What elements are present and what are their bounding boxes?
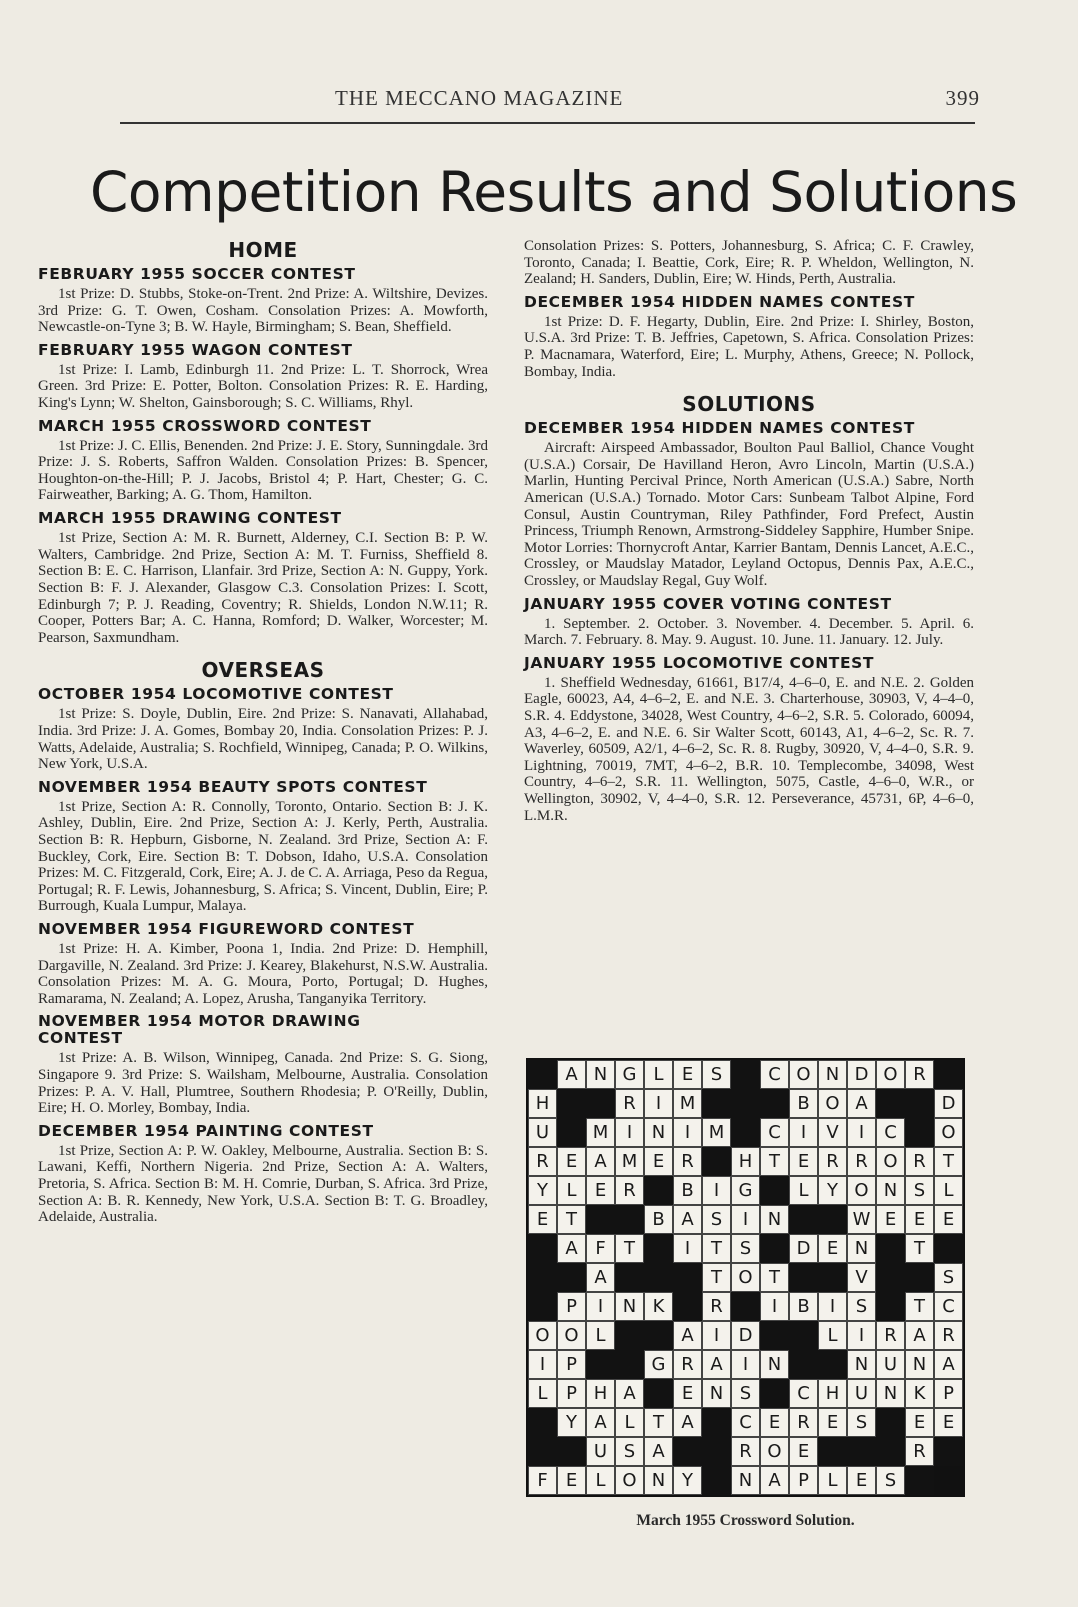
crossword-letter: N — [731, 1466, 760, 1495]
crossword-letter: N — [876, 1176, 905, 1205]
header-rule — [120, 122, 975, 124]
crossword-letter: L — [586, 1466, 615, 1495]
crossword-letter: S — [847, 1292, 876, 1321]
crossword-block — [557, 1089, 586, 1118]
crossword-letter: O — [847, 1176, 876, 1205]
crossword-letter: E — [760, 1408, 789, 1437]
crossword-letter: S — [702, 1205, 731, 1234]
crossword-letter: T — [760, 1147, 789, 1176]
crossword-block — [644, 1176, 673, 1205]
crossword-block — [760, 1321, 789, 1350]
crossword-block — [528, 1292, 557, 1321]
crossword-letter: N — [876, 1379, 905, 1408]
crossword-letter: R — [673, 1147, 702, 1176]
crossword-letter: A — [760, 1466, 789, 1495]
crossword-letter: E — [905, 1408, 934, 1437]
crossword-block — [876, 1292, 905, 1321]
contest-results-continued: Consolation Prizes: S. Potters, Johannesburg, S. Africa; C. F. Crawley, Toronto, Canada; I. Beattie, Cork, Eire; R. P. Wheldon, Wellington, N. Zealand; H. Sanders, Dublin, Eire; W. Hinds, Perth, Australia. — [524, 238, 974, 288]
crossword-letter: S — [702, 1060, 731, 1089]
crossword-letter: A — [934, 1350, 963, 1379]
crossword-letter: E — [789, 1437, 818, 1466]
crossword-letter: U — [586, 1437, 615, 1466]
crossword-block — [789, 1205, 818, 1234]
contest-title: OCTOBER 1954 LOCOMOTIVE CONTEST — [38, 685, 394, 704]
crossword-letter: K — [905, 1379, 934, 1408]
contest-results: 1st Prize: A. B. Wilson, Winnipeg, Canada. 2nd Prize: S. G. Siong, Singapore 9. 3rd Prize: S. Wailsham, Melbourne, Australia. Consolation Prizes: P. A. V. Hall, Plumtree, Southern Rhodesia; P. O'Reilly, Dublin, Eire; H. O. Morley, Bombay, India. — [38, 1050, 488, 1117]
crossword-block — [557, 1437, 586, 1466]
crossword-letter: E — [934, 1205, 963, 1234]
contest-title: DECEMBER 1954 PAINTING CONTEST — [38, 1121, 374, 1140]
crossword-letter: O — [528, 1321, 557, 1350]
crossword-letter: C — [876, 1118, 905, 1147]
crossword-letter: S — [731, 1234, 760, 1263]
right-column — [524, 238, 974, 830]
crossword-letter: E — [818, 1234, 847, 1263]
crossword-letter: R — [847, 1147, 876, 1176]
crossword-letter: T — [644, 1408, 673, 1437]
crossword-block — [702, 1147, 731, 1176]
crossword-letter: R — [615, 1089, 644, 1118]
crossword-letter: A — [673, 1321, 702, 1350]
crossword-letter: G — [615, 1060, 644, 1089]
crossword-letter: L — [615, 1408, 644, 1437]
crossword-letter: L — [818, 1466, 847, 1495]
crossword-letter: I — [789, 1118, 818, 1147]
crossword-letter: N — [586, 1060, 615, 1089]
crossword-letter: O — [731, 1263, 760, 1292]
contest-results: 1st Prize, Section A: R. Connolly, Toronto, Ontario. Section B: J. K. Ashley, Dublin, Eire. 2nd Prize, Section A: J. Kerly, Perth, Australia. Section B: R. Hepburn, Gisborne, N. Zealand. 3rd Prize, Section A: F. Buckley, Cork, Eire. Section B: T. Dobson, Idaho, U.S.A. Consolation Prizes: M. C. Fitzgerald, Cork, Eire; A. J. de C. A. Arriaga, Peso da Regua, Portugal; R. F. Lewis, Johannesburg, S. Africa; S. Vincent, Dublin, Eire; P. Burrough, Kuala Lumpur, Malaya. — [38, 798, 488, 915]
crossword-block — [702, 1466, 731, 1495]
crossword-letter: P — [557, 1292, 586, 1321]
crossword-letter: P — [789, 1466, 818, 1495]
crossword-letter: S — [847, 1408, 876, 1437]
crossword-block — [905, 1263, 934, 1292]
crossword-letter: E — [586, 1176, 615, 1205]
crossword-block — [644, 1234, 673, 1263]
crossword-block — [528, 1437, 557, 1466]
crossword-letter: A — [905, 1321, 934, 1350]
crossword-letter: I — [702, 1321, 731, 1350]
crossword-block — [644, 1263, 673, 1292]
crossword-letter: D — [934, 1089, 963, 1118]
crossword-letter: A — [673, 1205, 702, 1234]
contest-results: 1st Prize: J. C. Ellis, Benenden. 2nd Prize: J. E. Story, Sunningdale. 3rd Prize: J. S. Roberts, Saffron Walden. Consolation Prizes: B. Spencer, Houghton-on-the-Hill; P. J. Jacobs, Bristol 4; P. Hart, Chester; G. C. Fairweather, Barking; A. G. Thom, Hamilton. — [38, 437, 488, 504]
crossword-letter: E — [818, 1408, 847, 1437]
crossword-letter: I — [847, 1321, 876, 1350]
crossword-letter: I — [818, 1292, 847, 1321]
crossword-letter: F — [528, 1466, 557, 1495]
crossword-block — [876, 1089, 905, 1118]
contest-results: 1st Prize: D. Stubbs, Stoke-on-Trent. 2nd Prize: A. Wiltshire, Devizes. 3rd Prize: G. T. Owen, Cosham. Consolation Prizes: A. Mowforth, Newcastle-on-Tyne 3; B. W. Hayle, Birmingham; S. Bean, Sheffield. — [38, 286, 488, 336]
contest-results: 1st Prize, Section A: P. W. Oakley, Melbourne, Australia. Section B: S. Lawani, Keffi, Northern Nigeria. 2nd Prize, Section A: A. Walters, Pretoria, S. Africa. Section B: M. H. Comrie, Durban, S. Africa. 3rd Prize, Section A: B. R. Kennedy, New York, U.S.A. Section B: T. G. Broadley, Adelaide, Australia. — [38, 1142, 488, 1226]
crossword-block — [528, 1408, 557, 1437]
crossword-letter: E — [673, 1379, 702, 1408]
crossword-block — [586, 1350, 615, 1379]
crossword-letter: R — [905, 1437, 934, 1466]
crossword-letter: A — [673, 1408, 702, 1437]
crossword-block — [528, 1060, 557, 1089]
crossword-block — [673, 1437, 702, 1466]
crossword-block — [905, 1089, 934, 1118]
crossword-letter: P — [557, 1350, 586, 1379]
crossword-letter: R — [905, 1147, 934, 1176]
crossword-letter: A — [644, 1437, 673, 1466]
crossword-letter: R — [876, 1321, 905, 1350]
crossword-letter: L — [818, 1321, 847, 1350]
crossword-letter: A — [615, 1379, 644, 1408]
crossword-letter: O — [876, 1147, 905, 1176]
crossword-block — [702, 1408, 731, 1437]
crossword-letter: I — [760, 1292, 789, 1321]
solution-text: 1. September. 2. October. 3. November. 4. December. 5. April. 6. March. 7. February. 8. May. 9. August. 10. June. 11. January. 12. July. — [524, 615, 974, 649]
crossword-letter: C — [731, 1408, 760, 1437]
crossword-letter: I — [702, 1176, 731, 1205]
crossword-block — [847, 1437, 876, 1466]
contest-title: MARCH 1955 DRAWING CONTEST — [38, 509, 342, 528]
crossword-block — [673, 1292, 702, 1321]
crossword-letter: R — [702, 1292, 731, 1321]
crossword-letter: T — [702, 1263, 731, 1292]
crossword-block — [905, 1466, 934, 1495]
crossword-letter: O — [818, 1089, 847, 1118]
crossword-letter: B — [789, 1089, 818, 1118]
crossword-letter: O — [760, 1437, 789, 1466]
crossword-block — [876, 1437, 905, 1466]
crossword-block — [586, 1205, 615, 1234]
solution-title: JANUARY 1955 COVER VOTING CONTEST — [524, 594, 892, 613]
crossword-letter: H — [586, 1379, 615, 1408]
crossword-caption: March 1955 Crossword Solution. — [636, 1512, 855, 1529]
crossword-letter: G — [644, 1350, 673, 1379]
crossword-letter: K — [644, 1292, 673, 1321]
crossword-block — [760, 1379, 789, 1408]
crossword-letter: E — [528, 1205, 557, 1234]
crossword-letter: S — [876, 1466, 905, 1495]
crossword-letter: A — [586, 1408, 615, 1437]
crossword-letter: P — [934, 1379, 963, 1408]
crossword-letter: E — [934, 1408, 963, 1437]
contest-results: 1st Prize: I. Lamb, Edinburgh 11. 2nd Prize: L. T. Shorrock, Wrea Green. 3rd Prize: E. Potter, Bolton. Consolation Prizes: R. E. Harding, King's Lynn; W. Shelton, Gainsborough; S. C. Williams, Rhyl. — [38, 361, 488, 412]
crossword-letter: R — [731, 1437, 760, 1466]
crossword-block — [586, 1089, 615, 1118]
crossword-letter: E — [557, 1147, 586, 1176]
page-title: Competition Results and Solutions — [90, 160, 1018, 224]
crossword-letter: C — [934, 1292, 963, 1321]
crossword-letter: D — [789, 1234, 818, 1263]
crossword-letter: A — [847, 1089, 876, 1118]
crossword-letter: S — [905, 1176, 934, 1205]
contest-title: NOVEMBER 1954 BEAUTY SPOTS CONTEST — [38, 777, 428, 796]
crossword-letter: U — [528, 1118, 557, 1147]
crossword-letter: N — [644, 1466, 673, 1495]
contest-results: 1st Prize: D. F. Hegarty, Dublin, Eire. 2nd Prize: I. Shirley, Boston, U.S.A. 3rd Prize: T. B. Jeffries, Capetown, S. Africa. Consolation Prizes: P. Macnamara, Waterford, Eire; L. Murphy, Athens, Greece; N. Pollock, Bombay, India. — [524, 313, 974, 380]
crossword-letter: A — [586, 1147, 615, 1176]
crossword-letter: M — [615, 1147, 644, 1176]
crossword-block — [528, 1263, 557, 1292]
crossword-letter: U — [847, 1379, 876, 1408]
crossword-letter: C — [760, 1118, 789, 1147]
crossword-letter: N — [644, 1118, 673, 1147]
crossword-letter: I — [673, 1118, 702, 1147]
crossword-letter: C — [789, 1379, 818, 1408]
crossword-letter: I — [847, 1118, 876, 1147]
crossword-block — [934, 1060, 963, 1089]
contest-title: NOVEMBER 1954 FIGUREWORD CONTEST — [38, 919, 415, 938]
crossword-letter: Y — [818, 1176, 847, 1205]
crossword-letter: V — [818, 1118, 847, 1147]
crossword-letter: I — [673, 1234, 702, 1263]
crossword-block — [760, 1089, 789, 1118]
crossword-letter: S — [615, 1437, 644, 1466]
magazine-name: THE MECCANO MAGAZINE — [335, 86, 624, 110]
crossword-letter: S — [934, 1263, 963, 1292]
crossword-letter: S — [731, 1379, 760, 1408]
crossword-letter: H — [731, 1147, 760, 1176]
crossword-letter: M — [586, 1118, 615, 1147]
solution-text: Aircraft: Airspeed Ambassador, Boulton Paul Balliol, Chance Vought (U.S.A.) Corsair, De Havilland Heron, Avro Lincoln, Martin (U.S.A.) Marlin, Hunting Percival Prince, North American (U.S.A.) Sabre, North American (U.S.A.) Tornado. Motor Cars: Sunbeam Talbot Alpine, Ford Consul, Austin Countryman, Riley Pathfinder, Ford Prefect, Austin Princess, Triumph Renown, Armstrong-Siddeley Sapphire, Humber Snipe. Motor Lorries: Thornycroft Antar, Karrier Bantam, Dennis Lancet, A.E.C., Crossley, or Maudslay Matador, Leyland Octopus, Dennis Pax, A.E.C., Crossley, or Maudslay Regal, Guy Wolf. — [524, 440, 974, 589]
crossword-letter: A — [586, 1263, 615, 1292]
crossword-letter: I — [528, 1350, 557, 1379]
crossword-letter: N — [905, 1350, 934, 1379]
crossword-letter: U — [876, 1350, 905, 1379]
crossword-block — [789, 1263, 818, 1292]
crossword-block — [731, 1089, 760, 1118]
crossword-letter: I — [615, 1118, 644, 1147]
crossword-letter: T — [905, 1292, 934, 1321]
contest-title: MARCH 1955 CROSSWORD CONTEST — [38, 416, 372, 435]
crossword-letter: N — [615, 1292, 644, 1321]
crossword-letter: R — [905, 1060, 934, 1089]
crossword-letter: E — [876, 1205, 905, 1234]
crossword-letter: M — [702, 1118, 731, 1147]
crossword-letter: B — [644, 1205, 673, 1234]
crossword-block — [934, 1437, 963, 1466]
crossword-block — [876, 1263, 905, 1292]
crossword-letter: A — [557, 1060, 586, 1089]
crossword-letter: N — [818, 1060, 847, 1089]
crossword-letter: W — [847, 1205, 876, 1234]
crossword-letter: E — [673, 1060, 702, 1089]
contest-title: FEBRUARY 1955 WAGON CONTEST — [38, 340, 353, 359]
crossword-letter: R — [528, 1147, 557, 1176]
crossword-letter: L — [789, 1176, 818, 1205]
crossword-block — [615, 1263, 644, 1292]
crossword-block — [876, 1234, 905, 1263]
crossword-letter: O — [789, 1060, 818, 1089]
crossword-letter: N — [702, 1379, 731, 1408]
solution-title: JANUARY 1955 LOCOMOTIVE CONTEST — [524, 653, 875, 672]
crossword-letter: T — [702, 1234, 731, 1263]
crossword-letter: R — [818, 1147, 847, 1176]
crossword-letter: L — [586, 1321, 615, 1350]
crossword-letter: E — [905, 1205, 934, 1234]
crossword-letter: E — [847, 1466, 876, 1495]
crossword-letter: L — [557, 1176, 586, 1205]
crossword-block — [615, 1321, 644, 1350]
home-heading: HOME — [228, 238, 298, 262]
crossword-block — [702, 1089, 731, 1118]
crossword-block — [789, 1350, 818, 1379]
crossword-block — [760, 1176, 789, 1205]
contest-title: DECEMBER 1954 HIDDEN NAMES CONTEST — [524, 292, 915, 311]
crossword-block — [876, 1408, 905, 1437]
crossword-letter: I — [731, 1205, 760, 1234]
crossword-letter: B — [789, 1292, 818, 1321]
crossword-letter: O — [876, 1060, 905, 1089]
crossword-block — [818, 1350, 847, 1379]
crossword-block — [644, 1379, 673, 1408]
crossword-grid — [526, 1058, 965, 1497]
crossword-letter: C — [760, 1060, 789, 1089]
crossword-letter: B — [673, 1176, 702, 1205]
crossword-block — [731, 1060, 760, 1089]
crossword-block — [731, 1118, 760, 1147]
crossword-block — [760, 1234, 789, 1263]
contest-title: FEBRUARY 1955 SOCCER CONTEST — [38, 265, 356, 283]
crossword-letter: O — [615, 1466, 644, 1495]
crossword-letter: T — [905, 1234, 934, 1263]
crossword-letter: A — [702, 1350, 731, 1379]
crossword-letter: Y — [557, 1408, 586, 1437]
crossword-block — [615, 1205, 644, 1234]
crossword-block — [644, 1321, 673, 1350]
crossword-letter: I — [586, 1292, 615, 1321]
crossword-block — [615, 1350, 644, 1379]
crossword-block — [528, 1234, 557, 1263]
crossword-block — [731, 1292, 760, 1321]
crossword-letter: N — [847, 1234, 876, 1263]
crossword-letter: N — [847, 1350, 876, 1379]
crossword-letter: H — [818, 1379, 847, 1408]
crossword-letter: R — [934, 1321, 963, 1350]
page-header — [120, 86, 980, 111]
crossword-letter: D — [847, 1060, 876, 1089]
crossword-letter: I — [644, 1089, 673, 1118]
crossword-block — [673, 1263, 702, 1292]
crossword-letter: I — [731, 1350, 760, 1379]
crossword-letter: T — [615, 1234, 644, 1263]
crossword-letter: M — [673, 1089, 702, 1118]
crossword-letter: L — [644, 1060, 673, 1089]
crossword-block — [557, 1263, 586, 1292]
left-column — [38, 238, 488, 1232]
crossword-letter: R — [615, 1176, 644, 1205]
crossword-letter: T — [557, 1205, 586, 1234]
contest-results: 1st Prize: H. A. Kimber, Poona 1, India. 2nd Prize: D. Hemphill, Dargaville, N. Zealand. 3rd Prize: J. Kearey, Blakehurst, N.S.W. Australia. Consolation Prizes: M. A. G. Moura, Porto, Portugal; D. Hughes, Ramarama, N. Zealand; A. Lopez, Arusha, Tanganyika Territory. — [38, 940, 488, 1007]
crossword-letter: L — [528, 1379, 557, 1408]
crossword-letter: Y — [673, 1466, 702, 1495]
crossword-letter: E — [789, 1147, 818, 1176]
crossword-block — [818, 1437, 847, 1466]
crossword-letter: T — [934, 1147, 963, 1176]
crossword-letter: R — [789, 1408, 818, 1437]
crossword-letter: D — [731, 1321, 760, 1350]
solutions-heading: SOLUTIONS — [682, 392, 816, 417]
crossword-letter: T — [760, 1263, 789, 1292]
crossword-block — [934, 1234, 963, 1263]
crossword-letter: O — [934, 1118, 963, 1147]
crossword-block — [557, 1118, 586, 1147]
crossword-letter: P — [557, 1379, 586, 1408]
crossword-letter: A — [557, 1234, 586, 1263]
solution-title: DECEMBER 1954 HIDDEN NAMES CONTEST — [524, 419, 915, 438]
crossword-letter: O — [557, 1321, 586, 1350]
crossword-letter: G — [731, 1176, 760, 1205]
contest-results: 1st Prize: S. Doyle, Dublin, Eire. 2nd Prize: S. Nanavati, Allahabad, India. 3rd Prize: J. A. Gomes, Bombay 20, India. Consolation Prizes: P. J. Watts, Adelaide, Australia; S. Rochfield, Winnipeg, Canada; P. O. Wilkins, New York, U.S.A. — [38, 706, 488, 773]
crossword-letter: N — [760, 1350, 789, 1379]
crossword-letter: F — [586, 1234, 615, 1263]
crossword-letter: R — [673, 1350, 702, 1379]
crossword-block — [702, 1437, 731, 1466]
crossword-letter: E — [644, 1147, 673, 1176]
crossword-letter: N — [760, 1205, 789, 1234]
crossword-block — [818, 1205, 847, 1234]
crossword-letter: H — [528, 1089, 557, 1118]
crossword-letter: L — [934, 1176, 963, 1205]
crossword-block — [905, 1118, 934, 1147]
page-number: 399 — [945, 86, 980, 110]
contest-results: 1st Prize, Section A: M. R. Burnett, Alderney, C.I. Section B: P. W. Walters, Cambridge. 2nd Prize, Section A: M. T. Furniss, Sheffield 8. Section B: E. C. Harrison, Llanfair. 3rd Prize, Section A: N. Guppy, York. Section B: F. J. Alexander, Glasgow C.3. Consolation Prizes: I. Scott, Edinburgh 7; P. J. Reading, Coventry; R. Shields, London N.W.11; R. Cooper, Potters Bar; A. C. Hanna, Romford; D. Walker, Worcester; M. Pearson, Saxmundham. — [38, 530, 488, 646]
crossword-letter: V — [847, 1263, 876, 1292]
overseas-heading: OVERSEAS — [201, 658, 325, 683]
crossword-letter: E — [557, 1466, 586, 1495]
contest-title: NOVEMBER 1954 MOTOR DRAWING CONTEST — [38, 1012, 361, 1048]
crossword-block — [818, 1263, 847, 1292]
crossword-block — [789, 1321, 818, 1350]
solution-text: 1. Sheffield Wednesday, 61661, B17/4, 4–6–0, E. and N.E. 2. Golden Eagle, 60023, A4, 4–6–2, E. and N.E. 3. Charterhouse, 30903, V, 4–4–0, S.R. 4. Eddystone, 34028, West Country, 4–6–2, S.R. 5. Colorado, 60094, A3, 4–6–2, E. and N.E. 6. Sir Walter Scott, 60143, A1, 4–6–2, Sc. R. 7. Waverley, 60509, A2/1, 4–6–2, Sc. R. 8. Rugby, 30920, V, 4–4–0, S.R. 9. Lightning, 70019, 7MT, 4–6–2, B.R. 10. Templecombe, 34098, West Country, 4–6–2, S.R. 11. Wellington, 5075, Castle, 4–6–0, W.R., or Wellington, 30902, V, 4–4–0, S.R. 12. Perseverance, 45731, 6P, 4–6–0, L.M.R. — [524, 674, 974, 824]
crossword-letter: Y — [528, 1176, 557, 1205]
